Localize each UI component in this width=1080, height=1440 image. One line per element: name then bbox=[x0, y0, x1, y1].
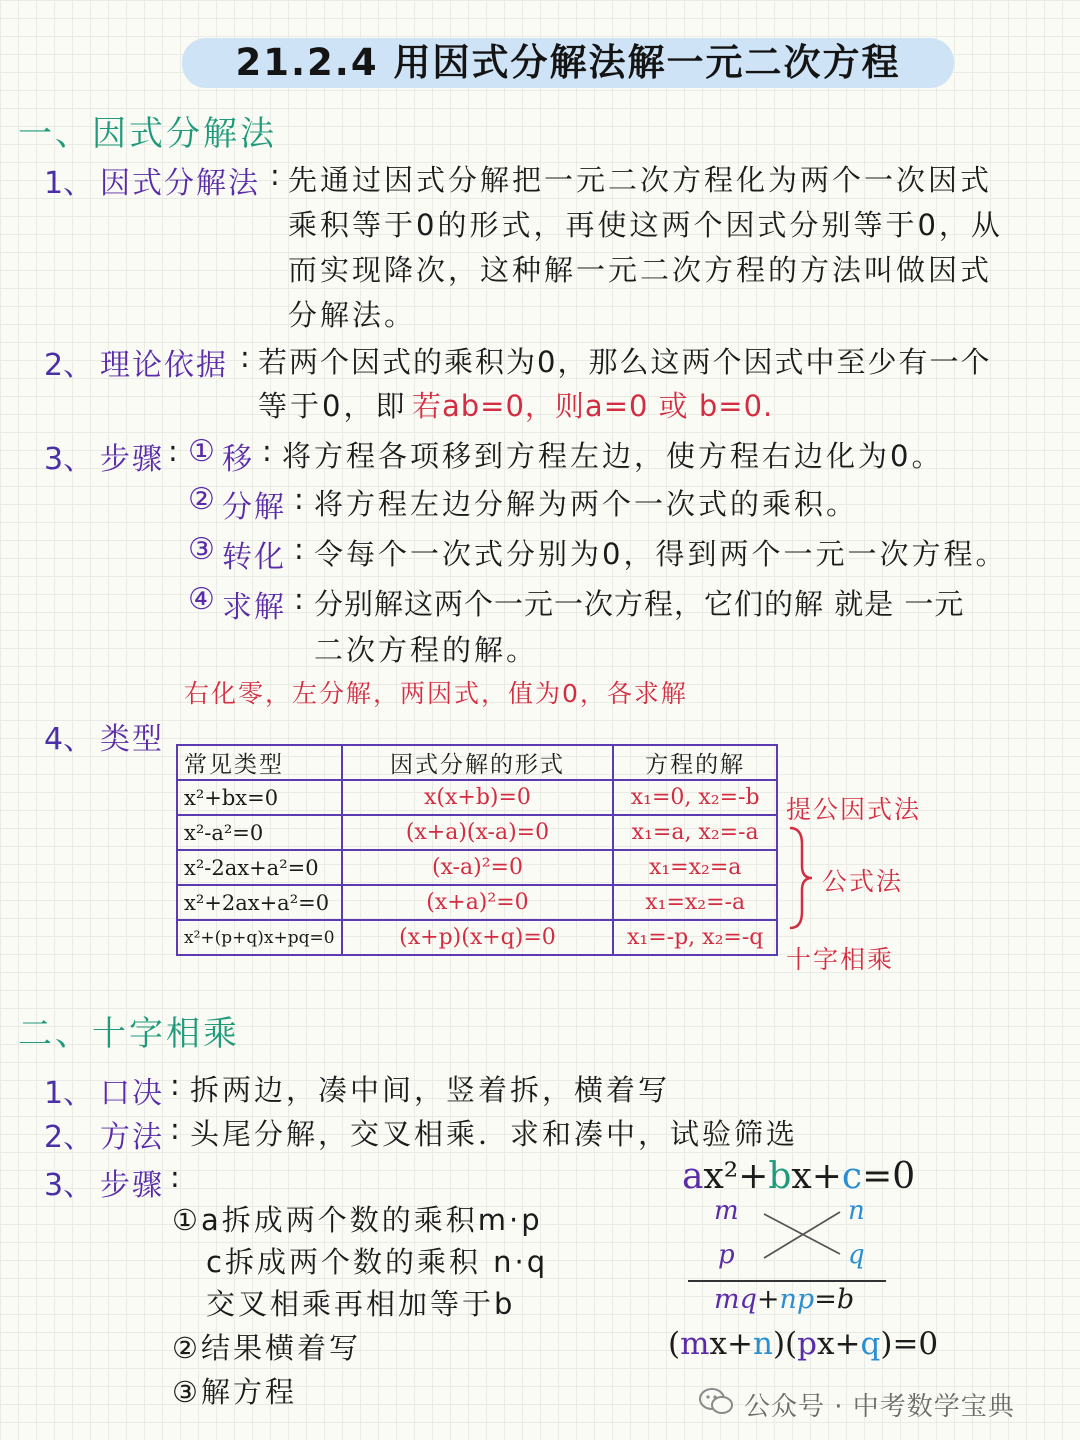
item-4-label: 类型 bbox=[100, 722, 164, 757]
s2-item-2-text: 头尾分解，交叉相乘．求和凑中，试验筛选 bbox=[190, 1117, 799, 1151]
step-2-circle: ② bbox=[188, 482, 217, 517]
item-2-line-2a: 等于0，即 bbox=[258, 389, 408, 423]
item-2-formula: 若ab=0，则a=0 或 b=0. bbox=[412, 389, 774, 423]
coef-b: b bbox=[768, 1156, 792, 1197]
step-4-text-line-2: 二次方程的解。 bbox=[314, 633, 539, 667]
table-cell: x₁=x₂=a bbox=[613, 850, 777, 885]
side-label-cross: 十字相乘 bbox=[786, 945, 895, 974]
footer-watermark: 公众号 · 中考数学宝典 bbox=[744, 1392, 1015, 1422]
table-cell: x₁=x₂=-a bbox=[613, 885, 777, 920]
colon: : bbox=[170, 1068, 183, 1102]
result-x-plus: x+ bbox=[817, 1326, 861, 1362]
s2-item-2-label: 方法 bbox=[100, 1120, 164, 1155]
table-cell: (x+a)²=0 bbox=[342, 885, 614, 920]
paren: )( bbox=[772, 1326, 798, 1362]
colon: : bbox=[168, 434, 181, 468]
step-3-circle: ③ bbox=[188, 532, 217, 567]
s2-step-1-line-2: c拆成两个数的乘积 n·q bbox=[206, 1245, 549, 1279]
s2-item-1-number: 1、 bbox=[44, 1076, 94, 1111]
result-equals-zero: )=0 bbox=[880, 1326, 939, 1362]
colon: : bbox=[240, 340, 253, 374]
step-2-text: 将方程左边分解为两个一次式的乘积。 bbox=[314, 487, 859, 521]
step-2-name: 分解 bbox=[222, 490, 286, 525]
x-squared: x² bbox=[703, 1156, 739, 1197]
x-term: x bbox=[791, 1156, 812, 1197]
colon: : bbox=[170, 1112, 183, 1146]
colon: : bbox=[294, 582, 307, 616]
mnemonic: 右化零，左分解，两因式，值为0，各求解 bbox=[184, 679, 688, 708]
s2-item-3-number: 3、 bbox=[44, 1168, 94, 1203]
table-cell: x₁=0, x₂=-b bbox=[613, 780, 777, 815]
table-row bbox=[177, 885, 777, 920]
table-cell: x₁=-p, x₂=-q bbox=[613, 920, 777, 955]
step-4-text: 分别解这两个一元一次方程，它们的解 就是 一元 bbox=[314, 587, 965, 621]
step-1-name: 移 bbox=[222, 442, 254, 477]
section-2-heading: 二、十字相乘 bbox=[18, 1014, 240, 1054]
factored-result bbox=[668, 1326, 938, 1362]
table-cell: x²+(p+q)x+pq=0 bbox=[177, 920, 342, 955]
result-q: q bbox=[860, 1326, 881, 1362]
coef-a: a bbox=[682, 1156, 704, 1197]
item-4-number: 4、 bbox=[44, 722, 94, 757]
cross-sum bbox=[714, 1284, 854, 1315]
table-cell: (x+p)(x+q)=0 bbox=[342, 920, 614, 955]
divider-line bbox=[688, 1280, 886, 1282]
cross-p: p bbox=[718, 1240, 735, 1270]
colon: : bbox=[294, 482, 307, 516]
side-label-common-factor: 提公因式法 bbox=[786, 795, 922, 824]
item-1-label: 因式分解法 bbox=[100, 166, 260, 201]
table-cell: (x+a)(x-a)=0 bbox=[342, 815, 614, 850]
result-p: p bbox=[797, 1326, 818, 1362]
step-3-text: 令每个一次式分别为0，得到两个一元一次方程。 bbox=[314, 537, 1008, 571]
table-row bbox=[177, 920, 777, 955]
item-2-label: 理论依据 bbox=[100, 348, 228, 383]
s2-step-2: ②结果横着写 bbox=[172, 1331, 361, 1365]
step-4-circle: ④ bbox=[188, 582, 217, 617]
cross-q: q bbox=[848, 1240, 865, 1270]
table-row bbox=[177, 815, 777, 850]
table-cell: (x-a)²=0 bbox=[342, 850, 614, 885]
plus-sign: + bbox=[738, 1156, 769, 1197]
table-cell: x(x+b)=0 bbox=[342, 780, 614, 815]
s2-item-2-number: 2、 bbox=[44, 1120, 94, 1155]
s2-step-1: ①a拆成两个数的乘积m·p bbox=[172, 1203, 543, 1237]
table-header-row bbox=[177, 745, 777, 780]
item-1-line-3: 而实现降次，这种解一元二次方程的方法叫做因式 bbox=[288, 253, 993, 287]
step-1-text: 将方程各项移到方程左边，使方程右边化为0。 bbox=[282, 439, 944, 473]
table-header: 方程的解 bbox=[613, 745, 777, 780]
table-cell: x²-a²=0 bbox=[177, 815, 342, 850]
cross-sum-np: np bbox=[779, 1284, 815, 1315]
cross-sum-mq: mq bbox=[714, 1284, 757, 1315]
table-cell: x²+bx=0 bbox=[177, 780, 342, 815]
plus-sign: + bbox=[811, 1156, 842, 1197]
s2-step-1-line-3: 交叉相乘再相加等于b bbox=[206, 1287, 516, 1321]
item-1-line-1: 先通过因式分解把一元二次方程化为两个一次因式 bbox=[288, 163, 993, 197]
colon: : bbox=[170, 1160, 183, 1194]
table-cell: x²-2ax+a²=0 bbox=[177, 850, 342, 885]
table-row bbox=[177, 850, 777, 885]
cross-n: n bbox=[848, 1196, 865, 1226]
s2-item-1-text: 拆两边，凑中间，竖着拆，横着写 bbox=[190, 1073, 671, 1107]
result-m: m bbox=[680, 1326, 710, 1362]
paren: ( bbox=[668, 1326, 681, 1362]
step-4-name: 求解 bbox=[222, 590, 286, 625]
page-title: 21.2.4 用因式分解法解一元二次方程 bbox=[182, 38, 954, 88]
item-1-line-4: 分解法。 bbox=[288, 298, 417, 332]
colon: : bbox=[270, 158, 283, 192]
coef-c: c bbox=[841, 1156, 863, 1197]
item-3-number: 3、 bbox=[44, 442, 94, 477]
table-row bbox=[177, 780, 777, 815]
equals-b: =b bbox=[814, 1284, 855, 1315]
item-3-label: 步骤 bbox=[100, 442, 164, 477]
table-header: 因式分解的形式 bbox=[342, 745, 614, 780]
side-label-formula: 公式法 bbox=[822, 867, 904, 896]
wechat-icon bbox=[698, 1386, 734, 1416]
step-3-name: 转化 bbox=[222, 540, 286, 575]
item-1-number: 1、 bbox=[44, 166, 94, 201]
result-n: n bbox=[752, 1326, 773, 1362]
colon: : bbox=[262, 434, 275, 468]
cross-lines-icon bbox=[740, 1206, 850, 1266]
equals-zero: =0 bbox=[862, 1156, 916, 1197]
plus-sign: + bbox=[756, 1284, 780, 1315]
s2-item-3-label: 步骤 bbox=[100, 1168, 164, 1203]
result-x-plus: x+ bbox=[709, 1326, 753, 1362]
step-1-circle: ① bbox=[188, 434, 217, 469]
table-header: 常见类型 bbox=[177, 745, 342, 780]
colon: : bbox=[294, 532, 307, 566]
s2-item-1-label: 口决 bbox=[100, 1076, 164, 1111]
types-table bbox=[176, 744, 778, 956]
table-cell: x₁=a, x₂=-a bbox=[613, 815, 777, 850]
item-1-line-2: 乘积等于0的形式，再使这两个因式分别等于0，从 bbox=[288, 208, 1003, 242]
item-2-number: 2、 bbox=[44, 348, 94, 383]
brace-icon bbox=[786, 826, 816, 930]
cross-m: m bbox=[714, 1196, 739, 1226]
table-cell: x²+2ax+a²=0 bbox=[177, 885, 342, 920]
section-1-heading: 一、因式分解法 bbox=[18, 114, 277, 154]
item-2-line-1: 若两个因式的乘积为0，那么这两个因式中至少有一个 bbox=[258, 345, 992, 379]
s2-step-3: ③解方程 bbox=[172, 1375, 297, 1409]
equation-general-form bbox=[682, 1156, 915, 1197]
